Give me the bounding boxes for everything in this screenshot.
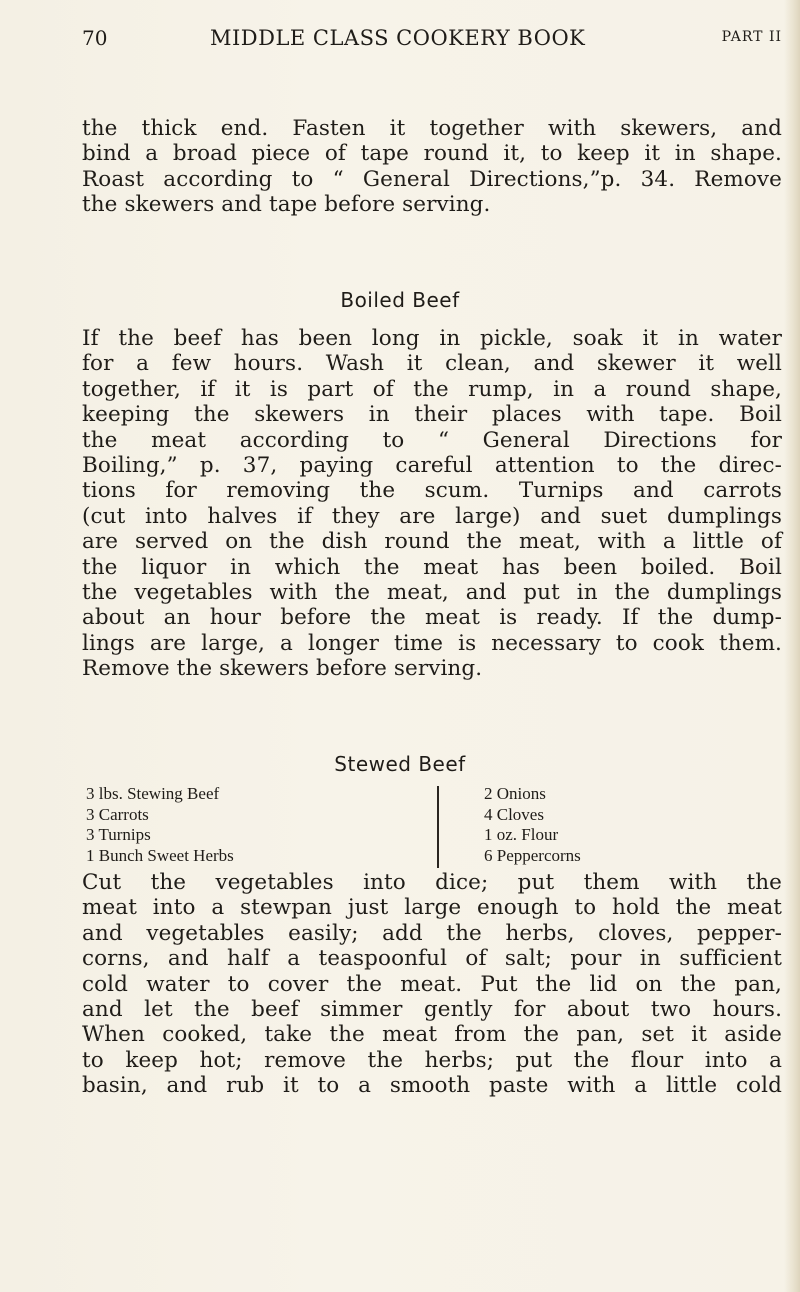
text-line: corns, and half a teaspoonful of salt; pour in sufficient	[82, 946, 782, 972]
text-line: the vegetables with the meat, and put in the dumplings	[82, 580, 782, 606]
running-head	[82, 26, 782, 62]
text-line: are served on the dish round the meat, with a little of	[82, 529, 782, 555]
text-line: for a few hours. Wash it clean, and skewer it well	[82, 351, 782, 377]
text-line: bind a broad piece of tape round it, to keep it in shape.	[82, 141, 782, 167]
boiled-beef-paragraph	[82, 326, 782, 682]
ingredient-item: 3 Carrots	[86, 804, 149, 824]
ingredient-item: 6 Peppercorns	[484, 845, 581, 865]
boiled-beef-heading: Boiled Beef	[340, 288, 460, 312]
text-line: to keep hot; remove the herbs; put the flour into a	[82, 1047, 782, 1073]
ingredient-item: 1 oz. Flour	[484, 825, 559, 844]
text-line: basin, and rub it to a smooth paste with a little cold	[82, 1073, 782, 1099]
page-edge-shadow	[784, 0, 800, 1292]
text-line: lings are large, a longer time is necessary to cook them.	[82, 630, 782, 656]
paragraph-continuation	[82, 116, 782, 218]
text-line: Roast according to “ General Directions,”p. 34. Remove	[82, 166, 782, 192]
text-line: the meat according to “ General Directions for	[82, 427, 782, 453]
page-number: 70	[82, 26, 108, 50]
ingredients-divider	[437, 786, 439, 868]
text-line: and vegetables easily; add the herbs, cloves, pepper-	[82, 920, 782, 946]
ingredient-item: 3 lbs. Stewing Beef	[86, 784, 220, 803]
text-line: tions for removing the scum. Turnips and carrots	[82, 478, 782, 504]
text-line: cold water to cover the meat. Put the lid on the pan,	[82, 971, 782, 997]
text-line: the liquor in which the meat has been boiled. Boil	[82, 554, 782, 580]
text-line: Cut the vegetables into dice; put them with the	[82, 870, 782, 895]
text-line: the thick end. Fasten it together with skewers, and	[82, 116, 782, 141]
stewed-beef-paragraph	[82, 870, 782, 1099]
ingredients-left-column	[86, 784, 234, 866]
ingredients-right-column	[484, 784, 581, 866]
book-title: MIDDLE CLASS COOKERY BOOK	[210, 26, 586, 50]
text-line: the skewers and tape before serving.	[82, 192, 491, 218]
ingredient-item: 3 Turnips	[86, 825, 151, 844]
text-line: meat into a stewpan just large enough to hold the meat	[82, 895, 782, 921]
ingredient-item: 2 Onions	[484, 784, 546, 803]
text-line: (cut into halves if they are large) and suet dumplings	[82, 503, 782, 529]
part-label: PART II	[721, 29, 782, 45]
text-line: Boiling,” p. 37, paying careful attention to the direc-	[82, 453, 782, 479]
text-line: together, if it is part of the rump, in a round shape,	[82, 376, 782, 402]
ingredient-item: 1 Bunch Sweet Herbs	[86, 845, 234, 865]
text-line: Remove the skewers before serving.	[82, 656, 483, 682]
text-line: and let the beef simmer gently for about two hours.	[82, 997, 782, 1023]
ingredient-item: 4 Cloves	[484, 804, 544, 824]
text-line: When cooked, take the meat from the pan, set it aside	[82, 1022, 782, 1048]
stewed-beef-heading: Stewed Beef	[334, 752, 466, 776]
text-line: keeping the skewers in their places with tape. Boil	[82, 402, 782, 428]
text-line: about an hour before the meat is ready. If the dump-	[82, 605, 782, 631]
text-line: If the beef has been long in pickle, soak it in water	[82, 326, 782, 351]
